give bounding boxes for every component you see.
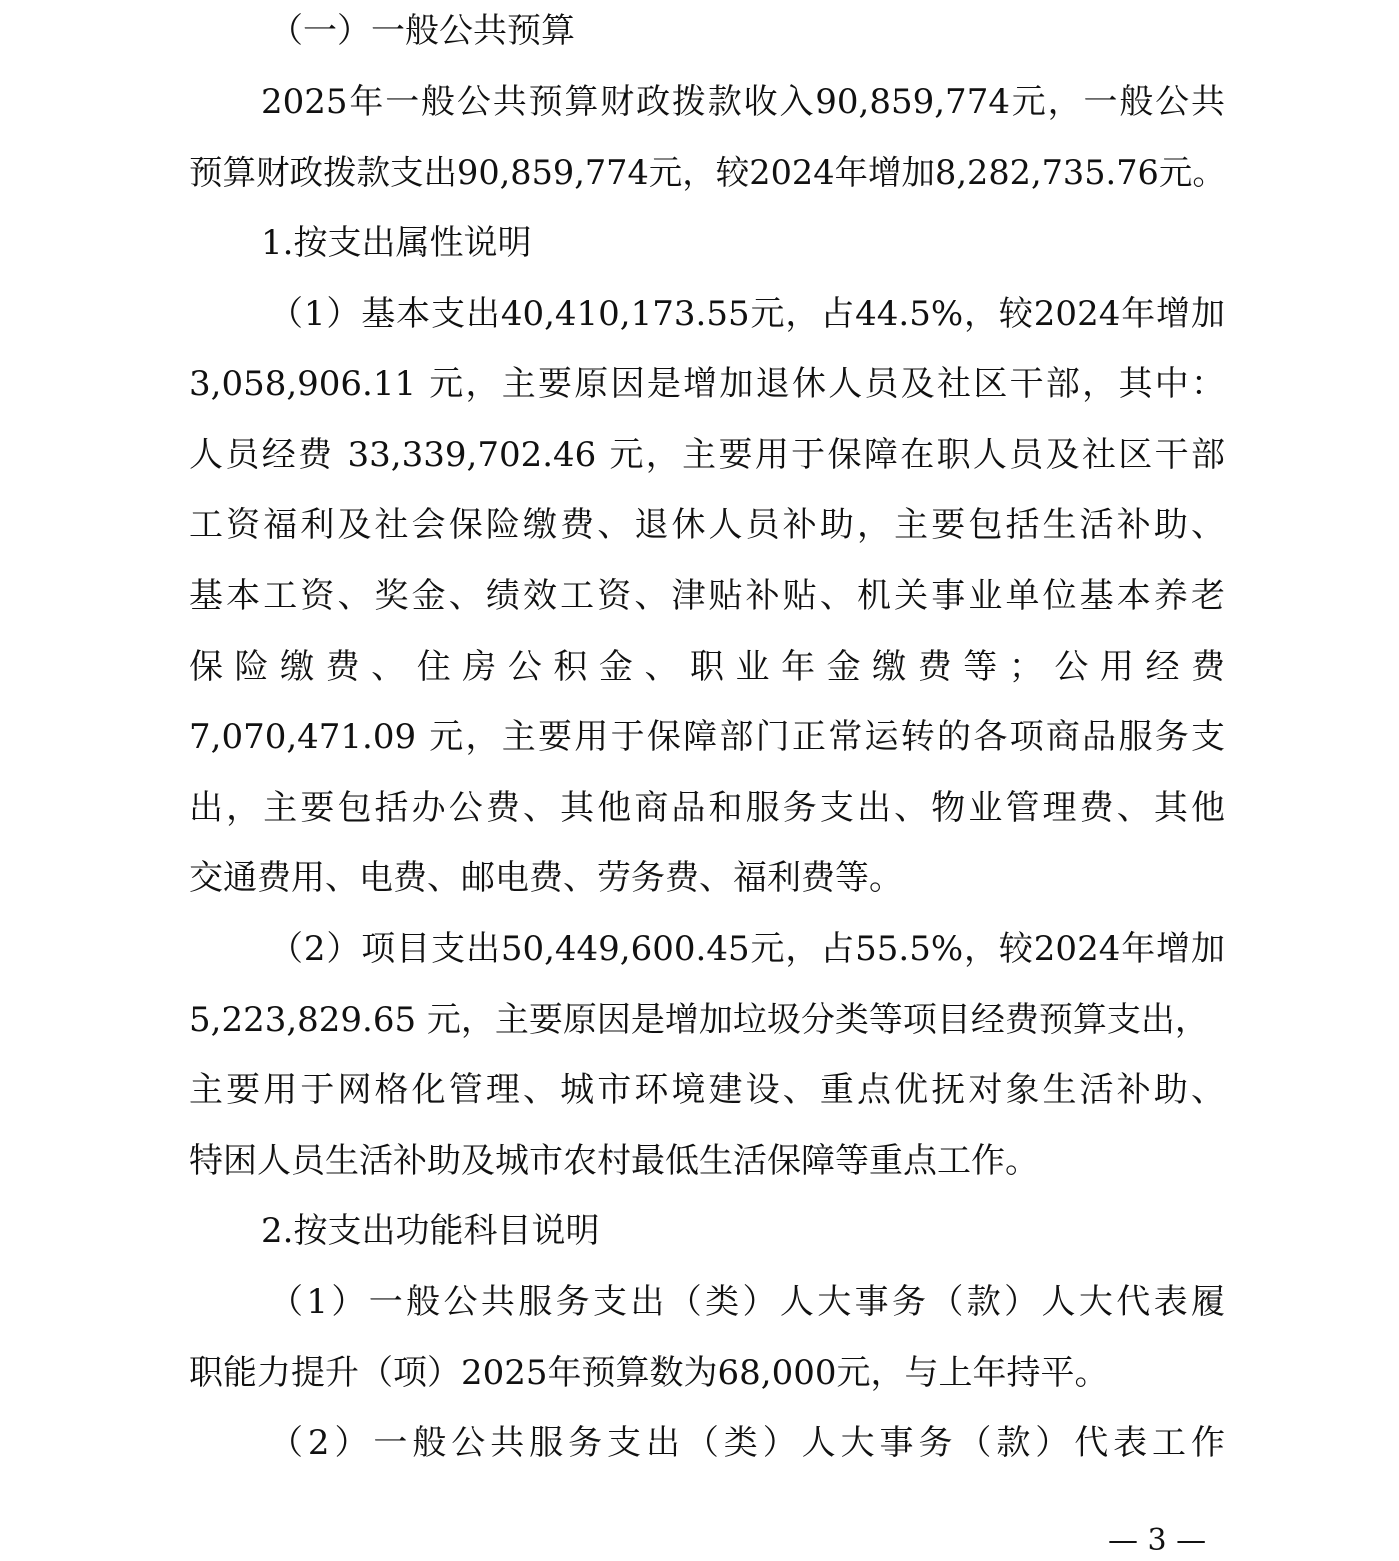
section-heading: （一）一般公共预算: [269, 11, 575, 51]
paragraph-line: 交通费用、电费、邮电费、劳务费、福利费等。: [189, 858, 903, 898]
paragraph-line: 特困人员生活补助及城市农村最低生活保障等重点工作。: [189, 1141, 1039, 1181]
paragraph-line: 预算财政拨款支出90,859,774元，较2024年增加8,282,735.76元。: [189, 153, 1226, 192]
paragraph-line: 5,223,829.65 元，主要原因是增加垃圾分类等项目经费预算支出，: [189, 1000, 1209, 1040]
paragraph-line: 出，主要包括办公费、其他商品和服务支出、物业管理费、其他: [189, 788, 1225, 828]
paragraph-line: 基本工资、奖金、绩效工资、津贴补贴、机关事业单位基本养老: [189, 576, 1225, 616]
paragraph-line: 人员经费 33,339,702.46 元，主要用于保障在职人员及社区干部: [189, 435, 1225, 475]
paragraph-line: 3,058,906.11 元，主要原因是增加退休人员及社区干部，其中：: [189, 364, 1225, 404]
paragraph-line: （1）一般公共服务支出（类）人大事务（款）人大代表履: [269, 1282, 1225, 1322]
paragraph-line: 职能力提升（项）2025年预算数为68,000元，与上年持平。: [189, 1353, 1109, 1393]
paragraph-line: 7,070,471.09 元，主要用于保障部门正常运转的各项商品服务支: [189, 717, 1225, 757]
paragraph-line: 2025年一般公共预算财政拨款收入90,859,774元，一般公共: [261, 82, 1225, 122]
page-number: — 3 —: [1108, 1523, 1207, 1558]
paragraph-line: 主要用于网格化管理、城市环境建设、重点优抚对象生活补助、: [189, 1070, 1225, 1110]
subsection-heading: 1.按支出属性说明: [261, 223, 532, 263]
paragraph-line: 保险缴费、住房公积金、职业年金缴费等；公用经费: [189, 647, 1225, 687]
paragraph-line: （1）基本支出40,410,173.55元，占44.5%，较2024年增加: [269, 294, 1225, 334]
subsection-heading: 2.按支出功能科目说明: [261, 1211, 600, 1251]
paragraph-line: 工资福利及社会保险缴费、退休人员补助，主要包括生活补助、: [189, 505, 1225, 545]
paragraph-line: （2）一般公共服务支出（类）人大事务（款）代表工作: [269, 1423, 1225, 1463]
paragraph-line: （2）项目支出50,449,600.45元，占55.5%，较2024年增加: [269, 929, 1225, 969]
